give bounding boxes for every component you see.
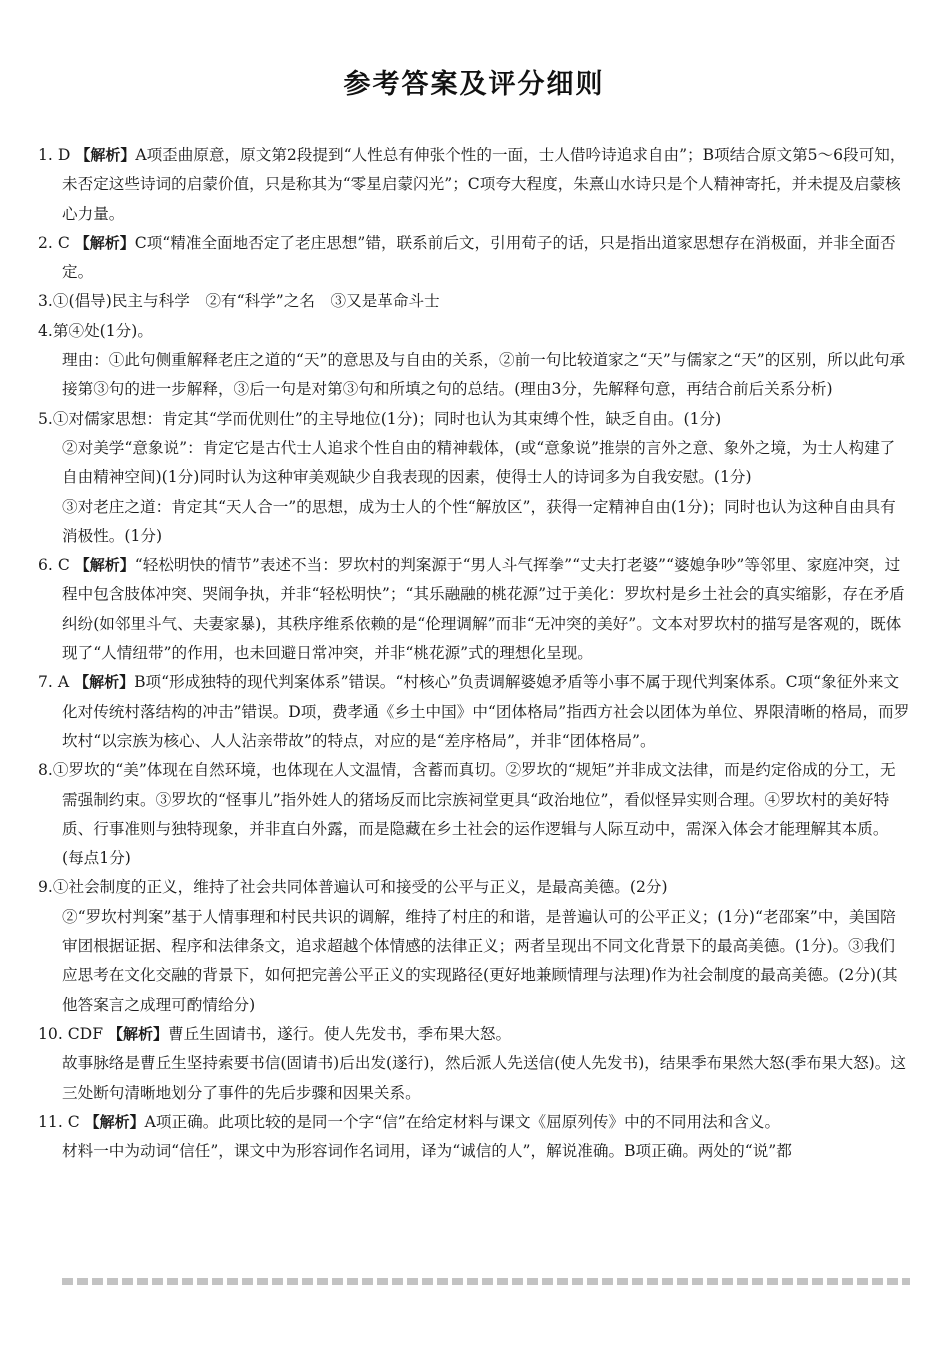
analysis-tag: 【解析】 xyxy=(75,146,136,164)
analysis-tag: 【解析】 xyxy=(84,1112,145,1131)
page-title: 参考答案及评分细则 xyxy=(343,69,605,100)
answer-item-8 xyxy=(38,756,910,873)
answer-number: 3. xyxy=(38,292,53,311)
answer-explanation: 材料一中为动词“信任”，课文中为形容词作名词用，译为“诚信的人”，解说准确。B项正确。两处的“说”都 xyxy=(62,1142,792,1161)
answer-item-6 xyxy=(38,551,910,668)
answer-item-1 xyxy=(38,141,910,229)
answer-item-2 xyxy=(38,229,910,288)
answer-item-3 xyxy=(38,287,910,316)
answer-text: ①(倡导)民主与科学 ②有“科学”之名 ③又是革命斗士 xyxy=(52,292,440,311)
answer-text: B项“形成独特的现代判案体系”错误。“村核心”负责调解婆媳矛盾等小事不属于现代判案体系。C项“象征外来文化对传统村落结构的冲击”错误。D项，费孝通《乡土中国》中“团体格局”指西方社会以团体为单位、界限清晰的格局，而罗坎村“以宗族为核心、人人沾亲带故”的特点，对应的是“差序格局”，并非“团体格局”。 xyxy=(62,673,910,750)
answer-number: 5. xyxy=(38,409,53,428)
answer-text: A项歪曲原意，原文第2段提到“人性总有伸张个性的一面，士人借吟诗追求自由”；B项结合原文第5～6段可知，未否定这些诗词的启蒙价值，只是称其为“零星启蒙闪光”；C项夸大程度，朱熹山水诗只是个人精神寄托，并未提及启蒙核心力量。 xyxy=(62,146,906,223)
answer-number: 6. C xyxy=(38,556,70,575)
answer-text: 第④处(1分)。 xyxy=(52,321,153,340)
answer-list xyxy=(38,141,910,1166)
answer-number: 10. CDF xyxy=(38,1024,104,1043)
answer-point: ③对老庄之道：肯定其“天人合一”的思想，成为士人的个性“解放区”，获得一定精神自由(1分)；同时也认为这种自由具有消极性。(1分) xyxy=(62,497,896,545)
answer-number: 8. xyxy=(38,761,53,780)
cut-off-text-line xyxy=(62,1273,910,1287)
answer-text: “轻松明快的情节”表述不当：罗坎村的判案源于“男人斗气挥拳”“丈夫打老婆”“婆媳争吵”等邻里、家庭冲突，过程中包含肢体冲突、哭闹争执，并非“轻松明快”；“其乐融融的桃花源”过于美化：罗坎村是乡土社会的真实缩影，存在矛盾纠纷(如邻里斗气、夫妻家暴)，其秩序维系依赖的是“伦理调解”而非“无冲突的美好”。文本对罗坎村的描写是客观的，既体现了“人情纽带”的作用，也未回避日常冲突，并非“桃花源”式的理想化呈现。 xyxy=(62,556,905,663)
analysis-tag: 【解析】 xyxy=(74,673,135,692)
answer-item-11 xyxy=(38,1108,910,1167)
answer-number: 7. A xyxy=(38,673,70,692)
answer-text: C项“精准全面地否定了老庄思想”错，联系前后文，引用荀子的话，只是指出道家思想存在消极面，并非全面否定。 xyxy=(62,233,896,282)
answer-point: ①社会制度的正义，维持了社会共同体普遍认可和接受的公平与正义，是最高美德。(2分) xyxy=(52,878,668,897)
answer-text: ①罗坎的“美”体现在自然环境，也体现在人文温情，含蓄而真切。②罗坎的“规矩”并非成文法律，而是约定俗成的分工，无需强制约束。③罗坎的“怪事儿”指外姓人的猪场反而比宗族祠堂更具“政治地位”，看似怪异实则合理。④罗坎村的美好特质、行事准则与独特现象，并非直白外露，而是隐藏在乡土社会的运作逻辑与人际互动中，需深入体会才能理解其本质。(每点1分) xyxy=(52,761,896,868)
answer-number: 11. C xyxy=(38,1112,80,1131)
answer-reason: 理由：①此句侧重解释老庄之道的“天”的意思及与自由的关系，②前一句比较道家之“天”与儒家之“天”的区别，所以此句承接第③句的进一步解释，③后一句是对第③句和所填之句的总结。(理由3分，先解释句意，再结合前后关系分析) xyxy=(62,351,906,399)
answer-item-4 xyxy=(38,317,910,405)
answer-point: ②对美学“意象说”：肯定它是古代士人追求个性自由的精神载体，(或“意象说”推崇的言外之意、象外之境，为士人构建了自由精神空间)(1分)同时认为这种审美观缺少自我表现的因素，使得士人的诗词多为自我安慰。(1分) xyxy=(62,438,896,487)
answer-item-5 xyxy=(38,405,910,551)
analysis-tag: 【解析】 xyxy=(74,556,135,575)
answer-number: 2. C xyxy=(38,233,70,252)
answer-item-9 xyxy=(38,873,910,1019)
answer-item-7 xyxy=(38,668,910,756)
answer-text: 曹丘生固请书，遂行。使人先发书，季布果大怒。 xyxy=(168,1024,512,1043)
answer-number: 4. xyxy=(38,321,53,340)
answer-text: A项正确。此项比较的是同一个字“信”在给定材料与课文《屈原列传》中的不同用法和含义。 xyxy=(144,1112,781,1131)
answer-item-10 xyxy=(38,1020,910,1108)
answer-number: 9. xyxy=(38,878,53,897)
answer-number: 1. D xyxy=(38,146,71,164)
answer-point: ①对儒家思想：肯定其“学而优则仕”的主导地位(1分)；同时也认为其束缚个性，缺乏自由。(1分) xyxy=(52,409,722,428)
answer-point: ②“罗坎村判案”基于人情事理和村民共识的调解，维持了村庄的和谐，是普遍认可的公平正义；(1分)“老邵案”中，美国陪审团根据证据、程序和法律条文，追求超越个体情感的法律正义；两者呈现出不同文化背景下的最高美德。(1分)。③我们应思考在文化交融的背景下，如何把完善公平正义的实现路径(更好地兼顾情理与法理)作为社会制度的最高美德。(2分)(其他答案言之成理可酌情给分) xyxy=(62,907,898,1014)
analysis-tag: 【解析】 xyxy=(74,233,135,252)
analysis-tag: 【解析】 xyxy=(107,1024,168,1043)
answer-explanation: 故事脉络是曹丘生坚持索要书信(固请书)后出发(遂行)，然后派人先送信(使人先发书)，结果季布果然大怒(季布果大怒)。这三处断句清晰地划分了事件的先后步骤和因果关系。 xyxy=(62,1054,906,1102)
